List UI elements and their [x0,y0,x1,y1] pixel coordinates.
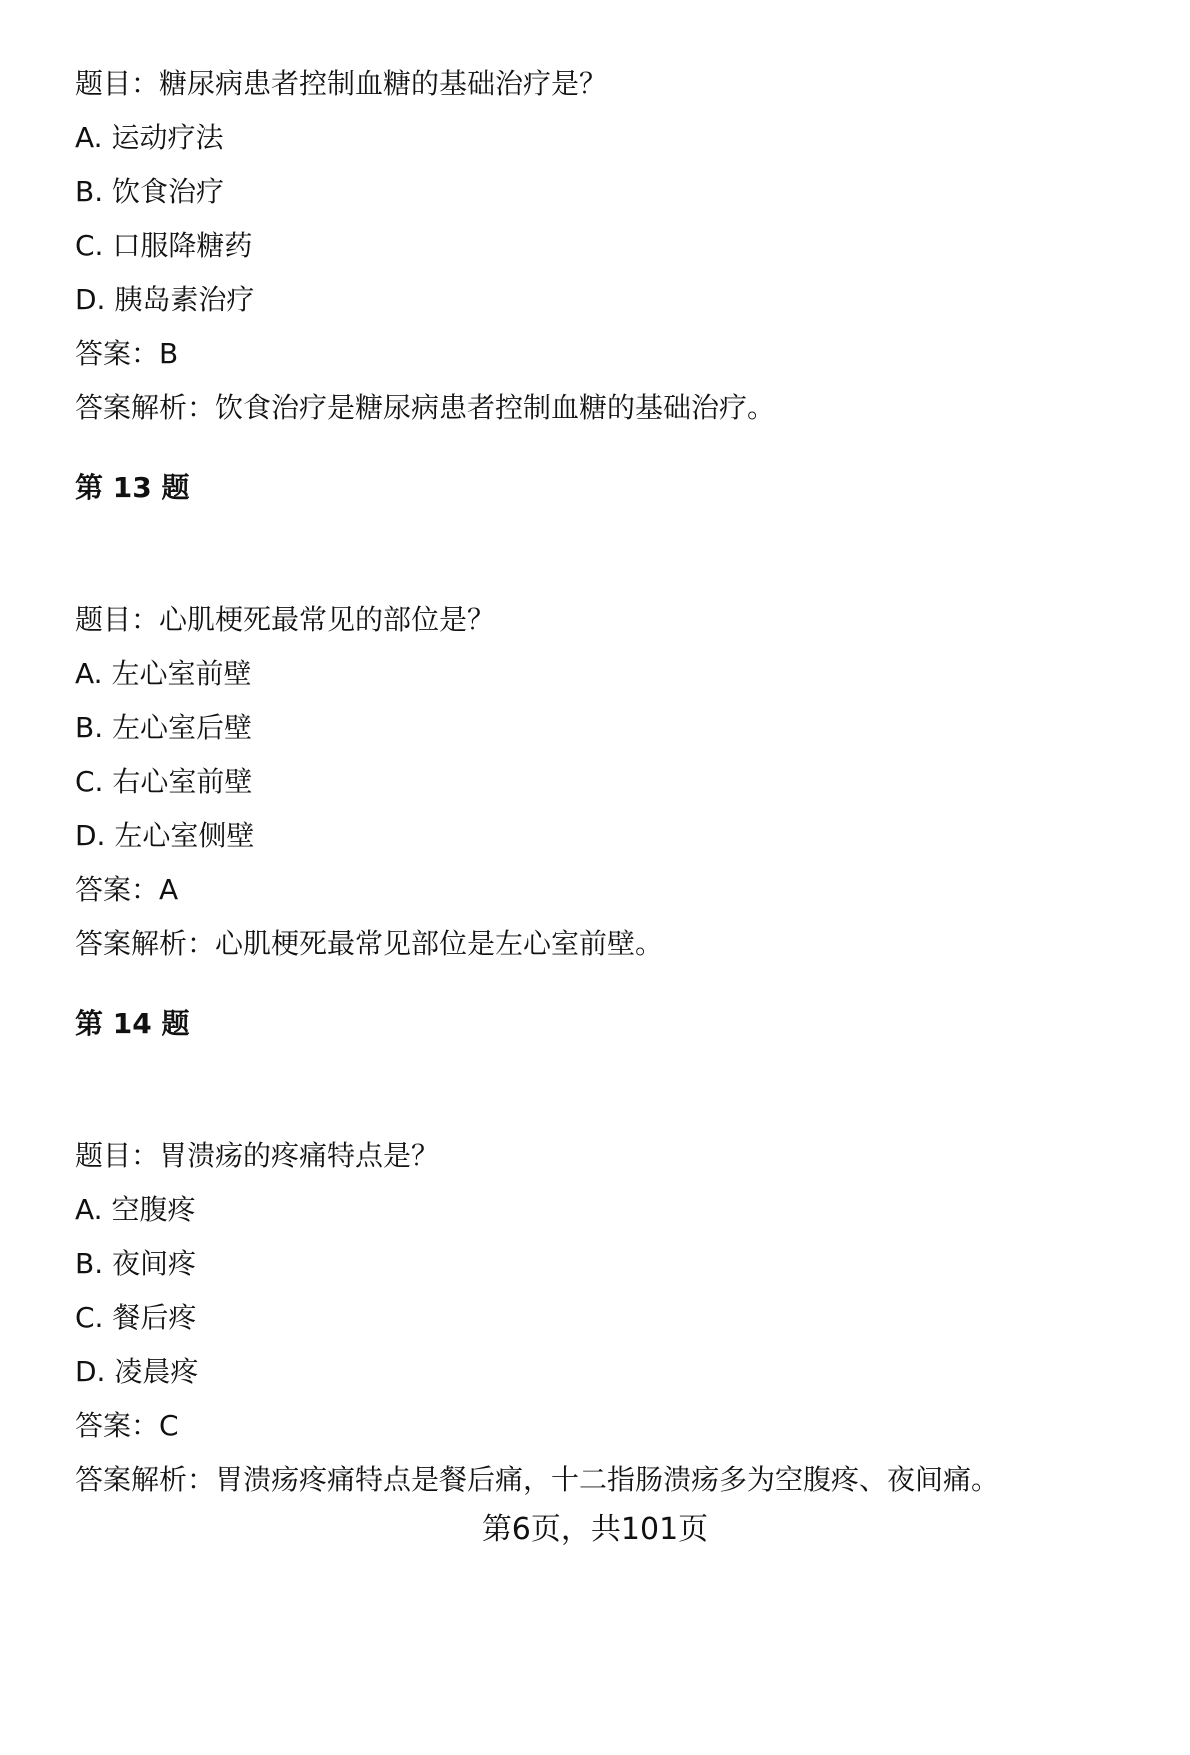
page-number: 第6页，共101页 [481,1512,709,1547]
option-a: A. 左心室前壁 [75,657,252,690]
option-a: A. 空腹疼 [75,1193,196,1226]
question-title: 题目：心肌梗死最常见的部位是？ [75,603,496,636]
option-b: B. 夜间疼 [75,1247,197,1280]
option-d: D. 凌晨疼 [75,1355,199,1388]
option-a: A. 运动疗法 [75,121,224,154]
option-c: C. 右心室前壁 [75,765,253,798]
answer-explanation: 答案解析：饮食治疗是糖尿病患者控制血糖的基础治疗。 [75,391,776,424]
answer-explanation: 答案解析：胃溃疡疼痛特点是餐后痛，十二指肠溃疡多为空腹疼、夜间痛。 [75,1463,1000,1496]
option-c: C. 餐后疼 [75,1301,197,1334]
option-d: D. 胰岛素治疗 [75,283,255,316]
option-b: B. 左心室后壁 [75,711,253,744]
option-c: C. 口服降糖药 [75,229,253,262]
question-title: 题目：糖尿病患者控制血糖的基础治疗是？ [75,67,608,100]
question-heading: 第 13 题 [75,471,190,504]
question-heading: 第 14 题 [75,1007,190,1040]
answer: 答案：C [75,1409,179,1442]
option-d: D. 左心室侧壁 [75,819,255,852]
answer: 答案：B [75,337,179,370]
option-b: B. 饮食治疗 [75,175,225,208]
answer-explanation: 答案解析：心肌梗死最常见部位是左心室前壁。 [75,927,664,960]
question-title: 题目：胃溃疡的疼痛特点是？ [75,1139,440,1172]
answer: 答案：A [75,873,179,906]
